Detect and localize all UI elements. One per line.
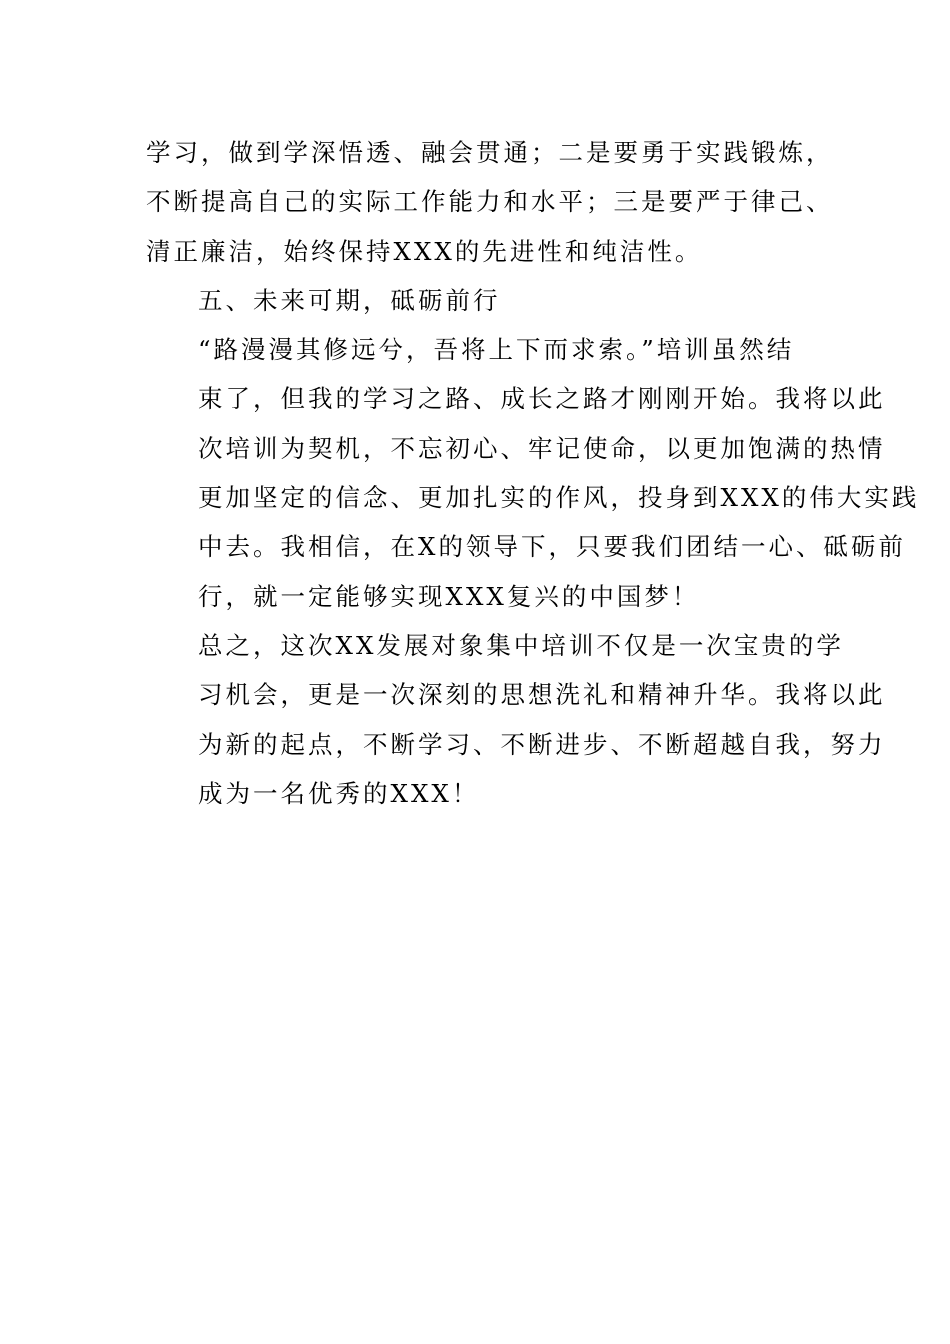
text-line: “路漫漫其修远兮，吾将上下而求索。”培训虽然结 bbox=[198, 335, 795, 365]
text-line: 中去。我相信，在X的领导下，只要我们团结一心、砥砺前 bbox=[198, 532, 906, 562]
text-line: 束了，但我的学习之路、成长之路才刚刚开始。我将以此 bbox=[198, 384, 886, 414]
text-line: 成为一名优秀的XXX！ bbox=[198, 778, 480, 808]
text-line: 为新的起点，不断学习、不断进步、不断超越自我，努力 bbox=[198, 729, 886, 759]
paragraph-conclusion bbox=[146, 621, 886, 818]
text-line: 总之，这次XX发展对象集中培训不仅是一次宝贵的学 bbox=[198, 630, 844, 660]
section-heading bbox=[146, 276, 808, 325]
text-line: 习机会，更是一次深刻的思想洗礼和精神升华。我将以此 bbox=[198, 680, 886, 710]
document-body bbox=[146, 128, 920, 818]
paragraph-continuation bbox=[146, 128, 834, 276]
text-line: 学习，做到学深悟透、融会贯通；二是要勇于实践锻炼， bbox=[146, 138, 834, 167]
text-line: 清正廉洁，始终保持XXX的先进性和纯洁性。 bbox=[146, 236, 703, 266]
text-line: 更加坚定的信念、更加扎实的作风，投身到XXX的伟大实践 bbox=[198, 483, 920, 513]
text-line: 行，就一定能够实现XXX复兴的中国梦！ bbox=[198, 581, 700, 611]
text-line: 不断提高自己的实际工作能力和水平；三是要严于律己、 bbox=[146, 187, 834, 217]
section-heading-text: 五、未来可期，砥砺前行 bbox=[198, 285, 501, 315]
text-line: 次培训为契机，不忘初心、牢记使命，以更加饱满的热情 bbox=[198, 433, 886, 463]
paragraph-future bbox=[146, 325, 920, 621]
